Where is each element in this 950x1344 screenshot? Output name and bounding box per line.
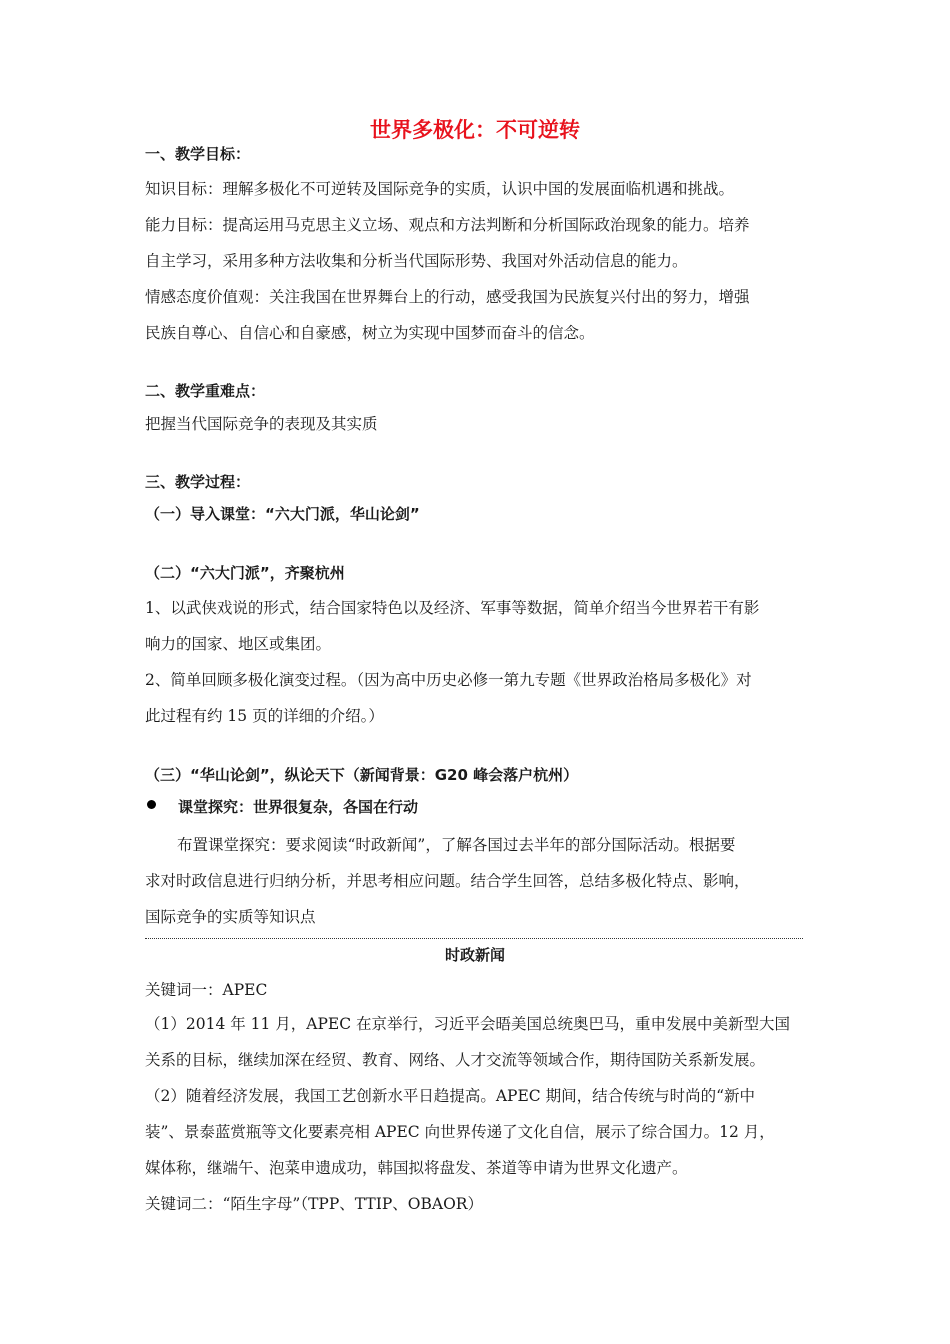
paragraph-line: 关系的目标，继续加深在经贸、教育、网络、人才交流等领域合作，期待国防关系新发展。 [145,1051,766,1069]
bullet-icon [147,800,156,809]
paragraph-line: 知识目标：理解多极化不可逆转及国际竞争的实质，认识中国的发展面临机遇和挑战。 [145,180,735,198]
section-heading-process: 三、教学过程： [145,473,251,491]
paragraph-line: 媒体称，继端午、泡菜申遗成功，韩国拟将盘发、茶道等申请为世界文化遗产。 [145,1159,688,1177]
section-heading-key-points: 二、教学重难点： [145,382,266,400]
paragraph-line: 情感态度价值观：关注我国在世界舞台上的行动，感受我国为民族复兴付出的努力，增强 [145,288,750,306]
subsection-heading: （一）导入课堂：“六大门派，华山论剑” [145,505,420,523]
dotted-divider [145,938,803,939]
paragraph-line: 自主学习，采用多种方法收集和分析当代国际形势、我国对外活动信息的能力。 [145,252,688,270]
paragraph-line: 1、以武侠戏说的形式，结合国家特色以及经济、军事等数据，简单介绍当今世界若干有影 [145,599,760,617]
keyword-heading: 关键词二：“陌生字母”（TPP、TTIP、OBAOR） [145,1195,483,1213]
paragraph-line: （2）随着经济发展，我国工艺创新水平日趋提高。APEC 期间，结合传统与时尚的“新中 [145,1087,756,1105]
subsection-heading: （二）“六大门派”，齐聚杭州 [145,564,345,582]
paragraph-line: （1）2014 年 11 月，APEC 在京举行，习近平会晤美国总统奥巴马，重申发展中美新型大国 [145,1015,791,1033]
paragraph-line: 民族自尊心、自信心和自豪感，树立为实现中国梦而奋斗的信念。 [145,324,595,342]
paragraph-line: 把握当代国际竞争的表现及其实质 [145,415,378,433]
paragraph-line: 装”、景泰蓝赏瓶等文化要素亮相 APEC 向世界传递了文化自信，展示了综合国力。12 月， [145,1123,775,1141]
paragraph-line: 能力目标：提高运用马克思主义立场、观点和方法判断和分析国际政治现象的能力。培养 [145,216,750,234]
news-heading: 时政新闻 [444,946,505,964]
paragraph-line: 响力的国家、地区或集团。 [145,635,332,653]
paragraph-line: 2、简单回顾多极化演变过程。（因为高中历史必修一第九专题《世界政治格局多极化》对 [145,671,752,689]
paragraph-line: 求对时政信息进行归纳分析，并思考相应问题。结合学生回答，总结多极化特点、影响， [145,872,750,890]
subsection-heading: （三）“华山论剑”，纵论天下（新闻背景：G20 峰会落户杭州） [145,766,579,784]
section-heading-objectives: 一、教学目标： [145,145,251,163]
paragraph-line: 此过程有约 15 页的详细的介绍。） [145,707,384,725]
page-title: 世界多极化：不可逆转 [370,118,580,142]
paragraph-line: 布置课堂探究：要求阅读“时政新闻”，了解各国过去半年的部分国际活动。根据要 [177,836,736,854]
keyword-heading: 关键词一：APEC [145,981,268,999]
bullet-text: 课堂探究：世界很复杂，各国在行动 [178,798,419,816]
paragraph-line: 国际竞争的实质等知识点 [145,908,316,926]
